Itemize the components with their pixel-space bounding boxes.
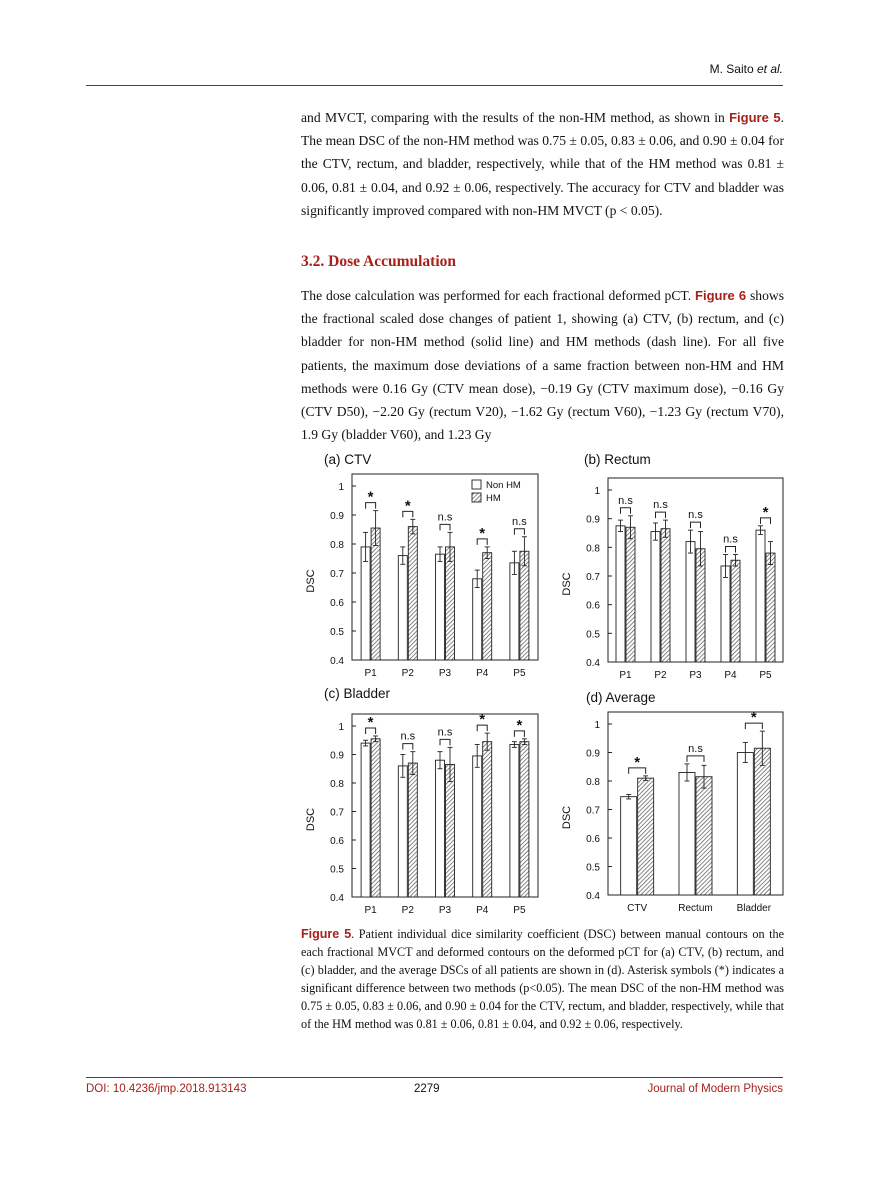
- y-tick-label: 0.6: [330, 836, 344, 847]
- caption-text: . Patient individual dice similarity coefficient (DSC) between manual contours on the each fractional MVCT and deformed contours on the deformed pCT for (a) CTV, (b) rectum, and (c) bladder, and the average DSCs of all patients are shown in (d). Asterisk symbols (*) indicates a significant difference between two methods (p<0.05). The mean DSC of the non-HM method was 0.75 ± 0.05, 0.83 ± 0.06, and 0.90 ± 0.04 for the CTV, rectum, and bladder, respectively, while that of the HM method was 0.81 ± 0.06, 0.81 ± 0.04, and 0.92 ± 0.06, respectively.: [301, 927, 785, 1031]
- chart-panel-4: [561, 690, 783, 914]
- bar-non-hm: [686, 542, 695, 662]
- y-tick-label: 0.8: [330, 540, 344, 551]
- significance-asterisk: *: [516, 716, 523, 734]
- author-suffix: et al.: [756, 62, 783, 76]
- bar-non-hm: [361, 547, 370, 660]
- chart-title: (c) Bladder: [324, 686, 391, 701]
- x-tick-label: P3: [438, 668, 452, 679]
- bar-hm: [731, 560, 740, 662]
- significance-bracket: [687, 756, 704, 762]
- x-tick-label: CTV: [627, 903, 648, 914]
- bar-non-hm: [737, 753, 753, 896]
- bar-hm: [661, 529, 670, 662]
- bar-hm: [371, 739, 380, 897]
- y-tick-label: 0.4: [330, 656, 344, 667]
- legend-swatch-hm: [472, 493, 481, 502]
- bar-non-hm: [510, 563, 519, 660]
- y-tick-label: 0.9: [330, 750, 344, 762]
- significance-bracket: [656, 512, 666, 518]
- bar-non-hm: [473, 579, 482, 660]
- x-tick-label: P2: [401, 905, 414, 916]
- legend-label-hm: HM: [486, 493, 501, 504]
- y-axis-label: DSC: [305, 569, 317, 593]
- y-tick-label: 0.9: [586, 748, 600, 760]
- significance-asterisk: *: [750, 709, 757, 727]
- running-header-author: [710, 62, 783, 76]
- significance-bracket: [440, 524, 450, 530]
- x-tick-label: P4: [724, 670, 737, 681]
- y-tick-label: 0.5: [586, 629, 600, 641]
- section-heading: 3.2. Dose Accumulation: [301, 253, 456, 270]
- x-tick-label: P2: [654, 670, 667, 681]
- y-axis-label: DSC: [305, 807, 317, 832]
- y-tick-label: 0.7: [330, 807, 344, 819]
- figure-caption: [301, 925, 784, 1033]
- bar-hm: [408, 763, 417, 897]
- chart-title: (a) CTV: [324, 452, 372, 467]
- significance-asterisk: *: [762, 503, 769, 521]
- significance-asterisk: *: [367, 713, 374, 731]
- y-tick-label: 0.5: [330, 864, 344, 876]
- significance-ns: n.s: [437, 726, 453, 739]
- bar-hm: [638, 778, 654, 895]
- bar-hm: [766, 553, 775, 662]
- legend-swatch-non-hm: [472, 480, 481, 489]
- bar-hm: [520, 742, 529, 897]
- bar-hm: [754, 748, 770, 895]
- para1-text-a: and MVCT, comparing with the results of the non-HM method, as shown in: [301, 110, 730, 125]
- y-tick-label: 0.4: [330, 893, 344, 904]
- x-tick-label: Bladder: [736, 903, 772, 914]
- chart-panel-1: [305, 452, 538, 679]
- figure-5-charts: [300, 446, 785, 918]
- figure-5-link[interactable]: Figure 5: [729, 110, 781, 125]
- bar-non-hm: [616, 526, 625, 662]
- paragraph-results: [301, 106, 784, 222]
- y-tick-label: 0.5: [330, 627, 344, 638]
- significance-ns: n.s: [688, 509, 703, 522]
- significance-bracket: [726, 547, 736, 553]
- significance-bracket: [440, 739, 450, 745]
- bar-non-hm: [361, 743, 370, 897]
- y-axis-label: DSC: [561, 572, 573, 596]
- para2-text-a: The dose calculation was performed for each fractional deformed pCT.: [301, 288, 696, 303]
- y-tick-label: 0.8: [586, 777, 600, 788]
- y-tick-label: 0.4: [586, 891, 600, 902]
- footer-page-number: 2279: [414, 1083, 440, 1095]
- significance-asterisk: *: [479, 711, 486, 729]
- significance-ns: n.s: [512, 515, 527, 528]
- significance-ns: n.s: [618, 494, 633, 507]
- footer-divider: [86, 1077, 783, 1078]
- significance-ns: n.s: [400, 730, 416, 743]
- y-tick-label: 0.7: [586, 572, 600, 583]
- bar-non-hm: [436, 760, 445, 897]
- y-tick-label: 0.6: [330, 598, 344, 609]
- y-axis-label: DSC: [561, 805, 573, 830]
- x-tick-label: P1: [364, 668, 377, 679]
- y-tick-label: 0.6: [586, 834, 600, 845]
- bar-hm: [371, 528, 380, 660]
- figure-6-link[interactable]: Figure 6: [695, 288, 747, 303]
- y-tick-label: 0.7: [330, 569, 344, 580]
- significance-bracket: [403, 744, 413, 750]
- x-tick-label: P2: [401, 668, 414, 679]
- x-tick-label: P1: [619, 670, 632, 681]
- y-tick-label: 1: [338, 722, 344, 733]
- y-tick-label: 0.9: [586, 514, 600, 526]
- y-tick-label: 0.8: [330, 779, 344, 790]
- bar-hm: [483, 742, 492, 897]
- bar-hm: [446, 764, 455, 897]
- bar-non-hm: [679, 772, 695, 895]
- bar-hm: [446, 547, 455, 660]
- paragraph-dose: [301, 284, 784, 446]
- bar-non-hm: [473, 756, 482, 897]
- author-name: M. Saito: [709, 62, 754, 76]
- significance-ns: n.s: [723, 533, 738, 546]
- significance-asterisk: *: [367, 488, 374, 506]
- bar-non-hm: [436, 554, 445, 660]
- bar-non-hm: [651, 532, 660, 662]
- bar-hm: [483, 553, 492, 660]
- y-tick-label: 0.5: [586, 862, 600, 874]
- y-tick-label: 1: [594, 720, 600, 731]
- y-tick-label: 0.4: [586, 658, 600, 669]
- x-tick-label: P1: [364, 905, 377, 916]
- x-tick-label: P5: [759, 670, 772, 681]
- caption-label: Figure 5: [301, 927, 352, 941]
- header-divider: [86, 85, 783, 86]
- bar-non-hm: [756, 530, 765, 662]
- bar-hm: [696, 777, 712, 895]
- bar-hm: [408, 527, 417, 660]
- para2-text-b: shows the fractional scaled dose changes of patient 1, showing (a) CTV, (b) rectum, and (c) bladder for non-HM method (solid line) and HM methods (dash line). For all five patients, the maximum dose deviations of a same fraction between non-HM and HM methods were 0.16 Gy (CTV mean dose), −0.19 Gy (CTV maximum dose), −0.16 Gy (CTV D50), −2.20 Gy (rectum V20), −1.62 Gy (rectum V60), −1.23 Gy (rectum V70), 1.9 Gy (bladder V60), and 1.23 Gy: [301, 288, 784, 443]
- significance-bracket: [691, 522, 701, 528]
- significance-asterisk: *: [479, 524, 486, 542]
- legend-label-non-hm: Non HM: [486, 480, 521, 491]
- significance-asterisk: *: [634, 753, 641, 771]
- chart-legend: [472, 480, 521, 504]
- chart-panel-3: [305, 686, 538, 916]
- chart-title: (b) Rectum: [584, 452, 651, 467]
- chart-title: (d) Average: [586, 690, 656, 705]
- x-tick-label: Rectum: [678, 903, 713, 914]
- x-tick-label: P3: [438, 905, 452, 916]
- y-tick-label: 1: [338, 482, 344, 493]
- y-tick-label: 0.7: [586, 805, 600, 817]
- significance-ns: n.s: [688, 742, 703, 755]
- x-tick-label: P5: [513, 668, 526, 679]
- x-tick-label: P3: [689, 670, 702, 681]
- significance-ns: n.s: [653, 499, 668, 512]
- x-tick-label: P5: [513, 905, 526, 916]
- y-tick-label: 0.6: [586, 600, 600, 612]
- footer-doi[interactable]: DOI: 10.4236/jmp.2018.913143: [86, 1083, 247, 1095]
- bar-non-hm: [398, 556, 407, 660]
- significance-asterisk: *: [404, 497, 411, 515]
- bar-non-hm: [721, 566, 730, 662]
- bar-hm: [520, 551, 529, 660]
- chart-panel-2: [561, 452, 783, 681]
- y-tick-label: 0.8: [586, 543, 600, 555]
- bar-non-hm: [621, 797, 637, 895]
- x-tick-label: P4: [476, 668, 489, 679]
- x-tick-label: P4: [476, 905, 489, 916]
- y-tick-label: 1: [594, 486, 600, 497]
- bar-hm: [626, 527, 635, 662]
- significance-bracket: [621, 508, 631, 514]
- significance-bracket: [514, 529, 524, 535]
- bar-non-hm: [510, 745, 519, 897]
- para1-text-b: . The mean DSC of the non-HM method was 0.75 ± 0.05, 0.83 ± 0.06, and 0.90 ± 0.04 for the CTV, rectum, and bladder, respectively, while that of the HM method was 0.81 ± 0.06, 0.81 ± 0.04, and 0.92 ± 0.06, respectively. The accuracy for CTV and bladder was significantly improved compared with non-HM MVCT (p < 0.05).: [301, 110, 784, 218]
- footer-journal[interactable]: Journal of Modern Physics: [647, 1083, 783, 1095]
- significance-ns: n.s: [437, 511, 453, 524]
- bar-non-hm: [398, 766, 407, 897]
- y-tick-label: 0.9: [330, 511, 344, 522]
